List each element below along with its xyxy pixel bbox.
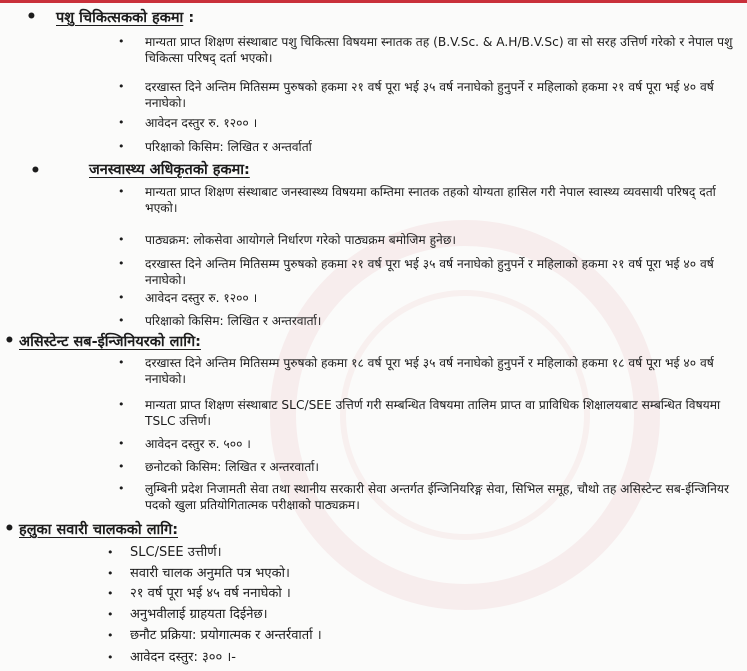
- item-bullet: •: [107, 546, 114, 559]
- item-bullet: •: [118, 140, 125, 153]
- top-border-line: [0, 0, 747, 3]
- item-bullet: •: [107, 629, 114, 642]
- item-bullet: •: [118, 460, 125, 473]
- item-text: मान्यता प्राप्त शिक्षण संस्थाबाट जनस्वास्थ्य विषयमा कम्तिमा स्नातक तहको योग्यता हासिल गरी नेपाल स्वास्थ्य व्यवसायी परिषद् दर्ता भएको।: [145, 185, 716, 215]
- heading-title: असिस्टेन्ट सब-ईन्जिनियरको लागि:: [19, 334, 201, 350]
- item-bullet: •: [118, 257, 125, 270]
- item-text: आवेदन दस्तुर रु. १२०० ।: [145, 291, 258, 305]
- heading-bullet: •: [30, 161, 41, 181]
- item-text: आवेदन दस्तुर रु. १२०० ।: [145, 116, 258, 130]
- item-text: दरखास्त दिने अन्तिम मितिसम्म पुरुषको हकमा २१ वर्ष पूरा भई ३५ वर्ष ननाघेको हुनुपर्ने र महिलाको हकमा २१ वर्ष पूरा भई ४० वर्ष ननाघेको।: [145, 257, 714, 287]
- item-bullet: •: [118, 398, 125, 411]
- heading-bullet: •: [4, 519, 15, 539]
- item-text: आवेदन दस्तुर: ३०० ।-: [130, 650, 236, 665]
- item-bullet: •: [118, 80, 125, 93]
- item-bullet: •: [107, 587, 114, 600]
- item-text: दरखास्त दिने अन्तिम मितिसम्म पुरुषको हकमा २१ वर्ष पूरा भई ३५ वर्ष ननाघेको हुनुपर्ने र महिलाको हकमा २१ वर्ष पूरा भई ४० वर्ष ननाघेको।: [145, 80, 714, 110]
- heading-bullet: •: [26, 7, 37, 27]
- item-text: २१ वर्ष पूरा भई ४५ वर्ष ननाघेको ।: [130, 586, 291, 601]
- item-text: छनोटको किसिम: लिखित र अन्तरवार्ता।: [145, 460, 320, 474]
- heading-suffix: :: [183, 10, 195, 26]
- item-text: SLC/SEE उत्तीर्ण।: [130, 545, 222, 560]
- item-bullet: •: [118, 314, 125, 327]
- item-text: परिक्षाको किसिम: लिखित र अन्तरवार्ता।: [145, 314, 322, 328]
- item-text: सवारी चालक अनुमति पत्र भएको।: [130, 566, 290, 581]
- item-text: अनुभवीलाई ग्राहयता दिईनेछ।: [130, 607, 268, 622]
- item-bullet: •: [118, 356, 125, 369]
- heading-title: हलुका सवारी चालकको लागि:: [19, 522, 178, 538]
- item-text: आवेदन दस्तुर रु. ५०० ।: [145, 437, 251, 451]
- item-text: लुम्बिनी प्रदेश निजामती सेवा तथा स्थानीय सरकारी सेवा अन्तर्गत ईन्जिनियरिङ्ग सेवा, सिभिल समूह, चौथो तह असिस्टेन्ट सब-ईन्जिनियर पदको खुला प्रतियोगितात्मक परीक्षाको पाठ्यक्रम।: [145, 482, 729, 512]
- heading-title: जनस्वास्थ्य अधिकृतको हकमा:: [89, 162, 250, 178]
- heading-bullet: •: [4, 331, 15, 351]
- item-bullet: •: [118, 482, 125, 495]
- item-text: पाठ्यक्रम: लोकसेवा आयोगले निर्धारण गरेको पाठ्यक्रम बमोजिम हुनेछ।: [145, 233, 456, 247]
- item-bullet: •: [118, 116, 125, 129]
- item-bullet: •: [118, 185, 125, 198]
- heading-title: पशु चिकित्सकको हकमा: [56, 10, 184, 26]
- item-bullet: •: [107, 567, 114, 580]
- item-text: मान्यता प्राप्त शिक्षण संस्थाबाट SLC/SEE उत्तिर्ण गरी सम्बन्धित विषयमा तालिम प्राप्त वा प्राविधिक शिक्षालयबाट सम्बन्धित विषयमा TSLC उत्तिर्ण।: [145, 398, 721, 428]
- item-bullet: •: [118, 35, 125, 48]
- item-text: दरखास्त दिने अन्तिम मितिसम्म पुरुषको हकमा १८ वर्ष पूरा भई ३५ वर्ष ननाघेको हुनुपर्ने र महिलाको हकमा १८ वर्ष पूरा भई ४० वर्ष ननाघेको।: [145, 356, 714, 386]
- item-text: छनौट प्रक्रिया: प्रयोगात्मक र अन्तर्रवार्ता ।: [130, 628, 322, 643]
- item-bullet: •: [107, 608, 114, 621]
- item-bullet: •: [107, 651, 114, 664]
- item-text: मान्यता प्राप्त शिक्षण संस्थाबाट पशु चिकित्सा विषयमा स्नातक तह (B.V.Sc. & A.H/B.V.Sc) वा सो सरह उत्तिर्ण गरेको र नेपाल पशु चिकित्सा परिषद् दर्ता भएको।: [145, 35, 733, 65]
- item-bullet: •: [118, 437, 125, 450]
- item-text: परिक्षाको किसिम: लिखित र अन्तर्वार्ता: [145, 140, 312, 154]
- item-bullet: •: [118, 233, 125, 246]
- item-bullet: •: [118, 291, 125, 304]
